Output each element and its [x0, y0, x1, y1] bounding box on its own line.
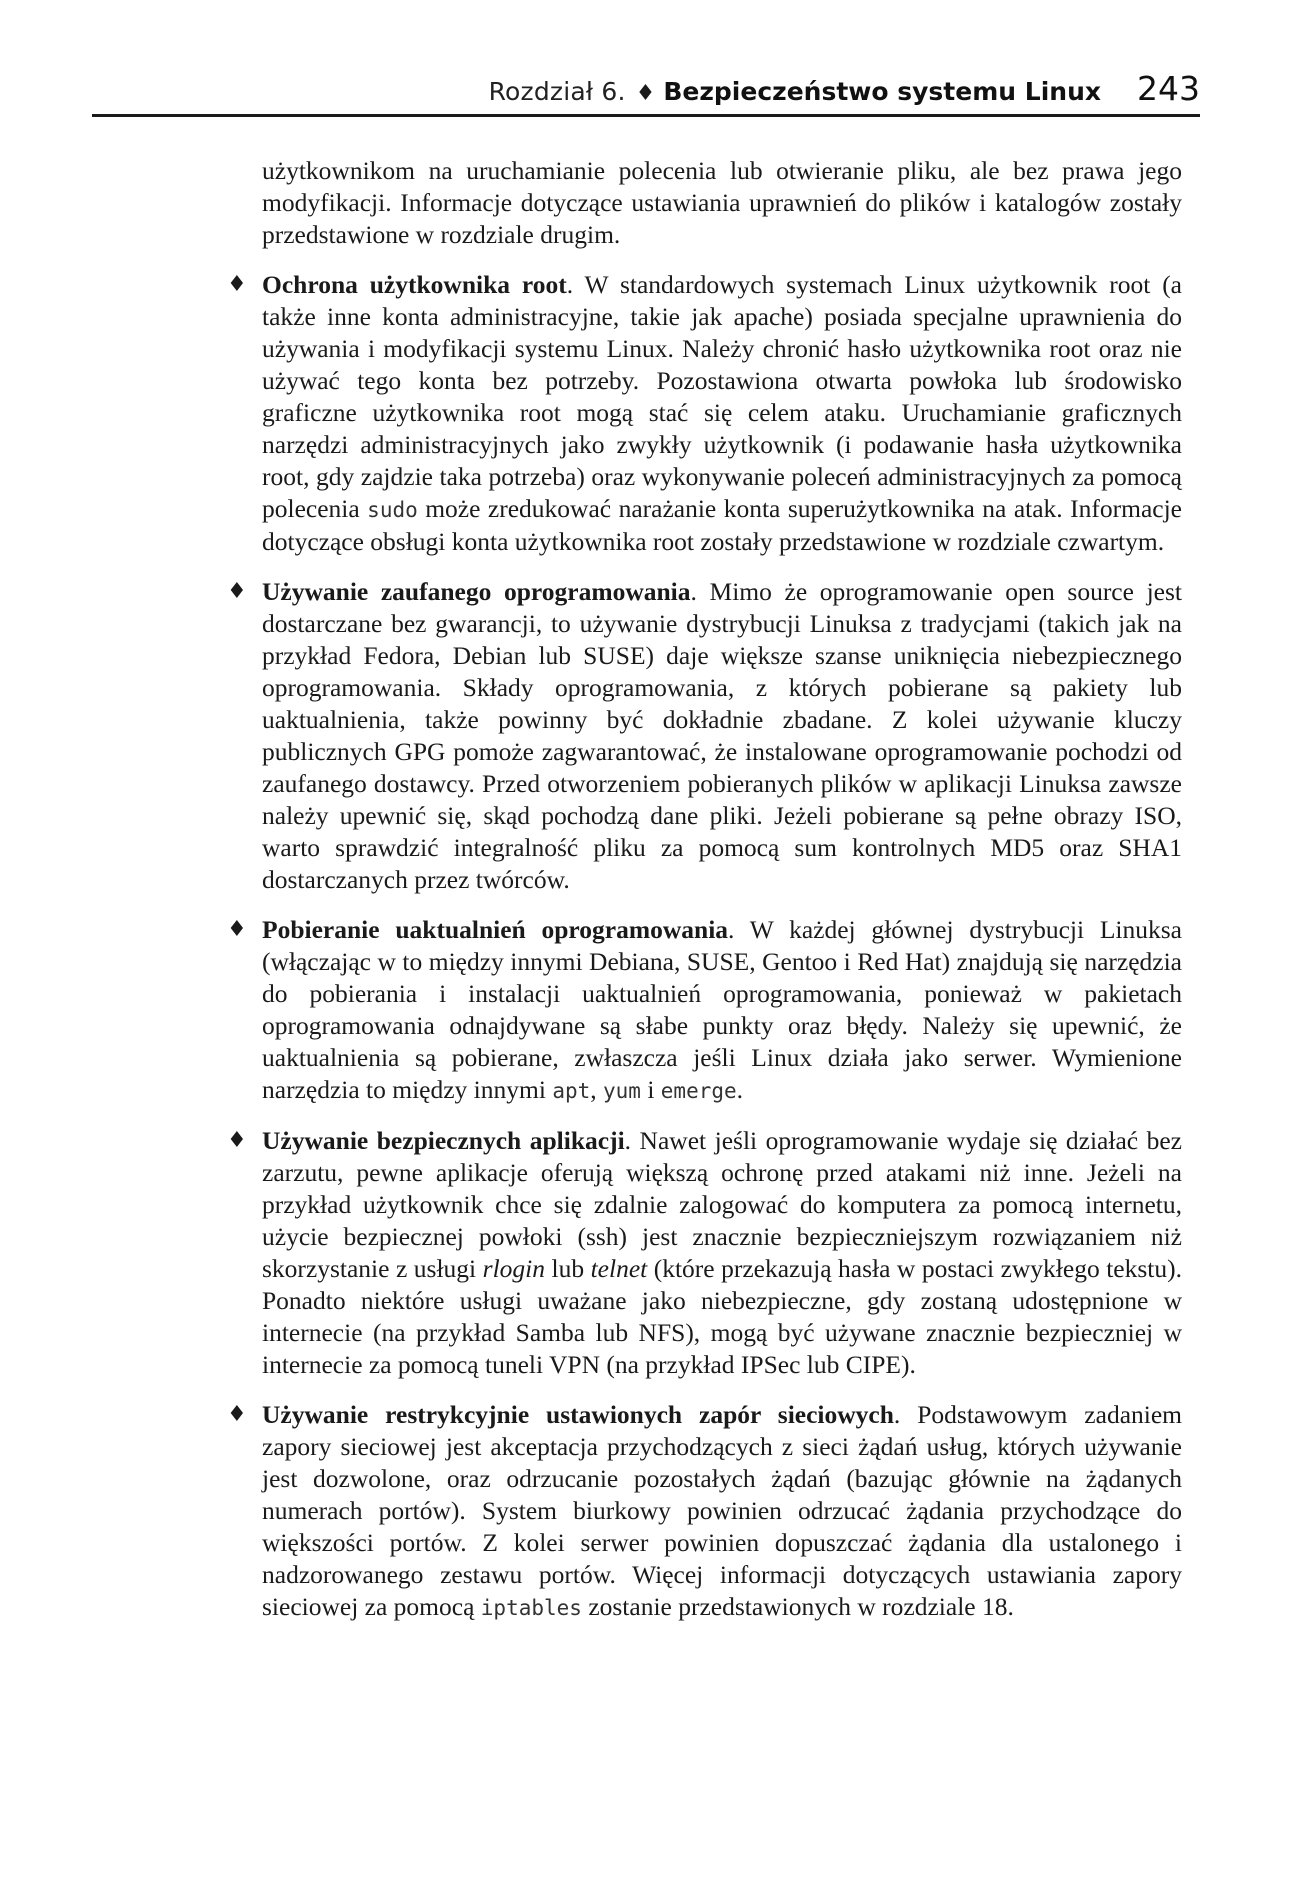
diamond-icon: ♦ [227, 1128, 247, 1153]
page-number: 243 [1137, 69, 1200, 108]
intro-paragraph: użytkownikom na uruchamianie polecenia lub otwieranie pliku, ale bez prawa jego modyfikacji. Informacje dotyczące ustawiania uprawnień do plików i katalogów zostały przedstawione w rozdziale drugim. [262, 156, 1182, 249]
inline-code: iptables [480, 1596, 582, 1620]
bullet-term: Używanie bezpiecznych aplikacji [262, 1126, 625, 1155]
bullet-text: . [736, 1075, 744, 1104]
emphasis-text: rlogin [482, 1254, 545, 1283]
chapter-label: Rozdział 6. [488, 77, 626, 106]
inline-code: yum [603, 1079, 641, 1103]
bullet-text: . W standardowych systemach Linux użytkownik root (a także inne konta administracyjne, takie jak apache) posiada specjalne uprawnienia do używania i modyfikacji systemu Linux. Należy chronić hasło użytkownika root oraz nie używać tego konta bez potrzeby. Pozostawiona otwarta powłoka lub środowisko graficzne użytkownika root mogą stać się celem ataku. Uruchamianie graficznych narzędzi administracyjnych jako zwykły użytkownik (i podawanie hasła użytkownika root, gdy zajdzie taka potrzeba) oraz wykonywanie poleceń administracyjnych za pomocą polecenia [262, 270, 1182, 523]
inline-code: emerge [660, 1079, 737, 1103]
diamond-icon: ♦ [635, 81, 656, 106]
inline-code: sudo [367, 498, 418, 522]
header-content [489, 69, 1200, 108]
bullet-term: Używanie restrykcyjnie ustawionych zapór sieciowych [262, 1400, 894, 1429]
diamond-icon: ♦ [227, 579, 247, 604]
list-item [227, 914, 1182, 1107]
bullet-text: . Mimo że oprogramowanie open source jest dostarczane bez gwarancji, to używanie dystrybucji Linuksa z tradycjami (takich jak na przykład Fedora, Debian lub SUSE) daje większe szanse uniknięcia niebezpiecznego oprogramowania. Składy oprogramowania, z których pobierane są pakiety lub uaktualnienia, także powinny być dokładnie zbadane. Z kolei używanie kluczy publicznych GPG pomoże zagwarantować, że instalowane oprogramowanie pochodzi od zaufanego dostawcy. Przed otworzeniem pobieranych plików w aplikacji Linuksa zawsze należy upewnić się, skąd pochodzą dane pliki. Jeżeli pobierane są pełne obrazy ISO, warto sprawdzić integralność pliku za pomocą sum kontrolnych MD5 oraz SHA1 dostarczanych przez twórców. [262, 577, 1182, 894]
bullet-text: i [640, 1075, 661, 1104]
list-item [227, 1125, 1182, 1381]
bullet-text: lub [544, 1254, 591, 1283]
list-item [227, 576, 1182, 896]
diamond-icon: ♦ [227, 917, 247, 942]
bullet-text: może zredukować narażanie konta superużytkownika na atak. Informacje dotyczące obsługi konta użytkownika root zostały przedstawione w rozdziale czwartym. [262, 494, 1182, 556]
bullet-text: . Podstawowym zadaniem zapory sieciowej jest akceptacja przychodzących z sieci żądań usług, których używanie jest dozwolone, oraz odrzucanie pozostałych żądań (bazując głównie na żądanych numerach portów). System biurkowy powinien odrzucać żądania przychodzące do większości portów. Z kolei serwer powinien dopuszczać żądania dla ustalonego i nadzorowanego zestawu portów. Więcej informacji dotyczących ustawiania zapory sieciowej za pomocą [262, 1400, 1182, 1621]
diamond-icon: ♦ [227, 272, 247, 297]
emphasis-text: telnet [590, 1254, 648, 1283]
inline-code: apt [552, 1079, 591, 1103]
list-item [227, 1399, 1182, 1624]
chapter-title: Bezpieczeństwo systemu Linux [663, 77, 1101, 106]
list-item [227, 269, 1182, 558]
bullet-term: Ochrona użytkownika root [262, 270, 567, 299]
bullet-term: Pobieranie uaktualnień oprogramowania [262, 915, 729, 944]
bullet-text: zostanie przedstawionych w rozdziale 18. [581, 1592, 1014, 1621]
page-body [227, 155, 1182, 1642]
bullet-term: Używanie zaufanego oprogramowania [262, 577, 691, 606]
bullet-text: . Nawet jeśli oprogramowanie wydaje się działać bez zarzutu, pewne aplikacje oferują większą ochronę przed atakami niż inne. Jeżeli na przykład użytkownik chce się zdalnie zalogować do komputera za pomocą internetu, użycie bezpiecznej powłoki (ssh) jest znacznie bezpieczniejszym rozwiązaniem niż skorzystanie z usługi [262, 1126, 1182, 1283]
page-header [92, 62, 1200, 117]
diamond-icon: ♦ [227, 1402, 247, 1427]
bullet-text: (które przekazują hasła w postaci zwykłego tekstu). Ponadto niektóre usługi uważane jako niebezpieczne, gdy zostaną udostępnione w internecie (na przykład Samba lub NFS), mogą być używane znacznie bezpieczniej w internecie za pomocą tuneli VPN (na przykład IPSec lub CIPE). [262, 1254, 1182, 1379]
bullet-text: , [590, 1075, 603, 1104]
bullet-text: . W każdej głównej dystrybucji Linuksa (włączając w to między innymi Debiana, SUSE, Gentoo i Red Hat) znajdują się narzędzia do pobierania i instalacji uaktualnień oprogramowania, ponieważ w pakietach oprogramowania odnajdywane są słabe punkty oraz błędy. Należy się upewnić, że uaktualnienia są pobierane, zwłaszcza jeśli Linux działa jako serwer. Wymienione narzędzia to między innymi [262, 915, 1182, 1104]
